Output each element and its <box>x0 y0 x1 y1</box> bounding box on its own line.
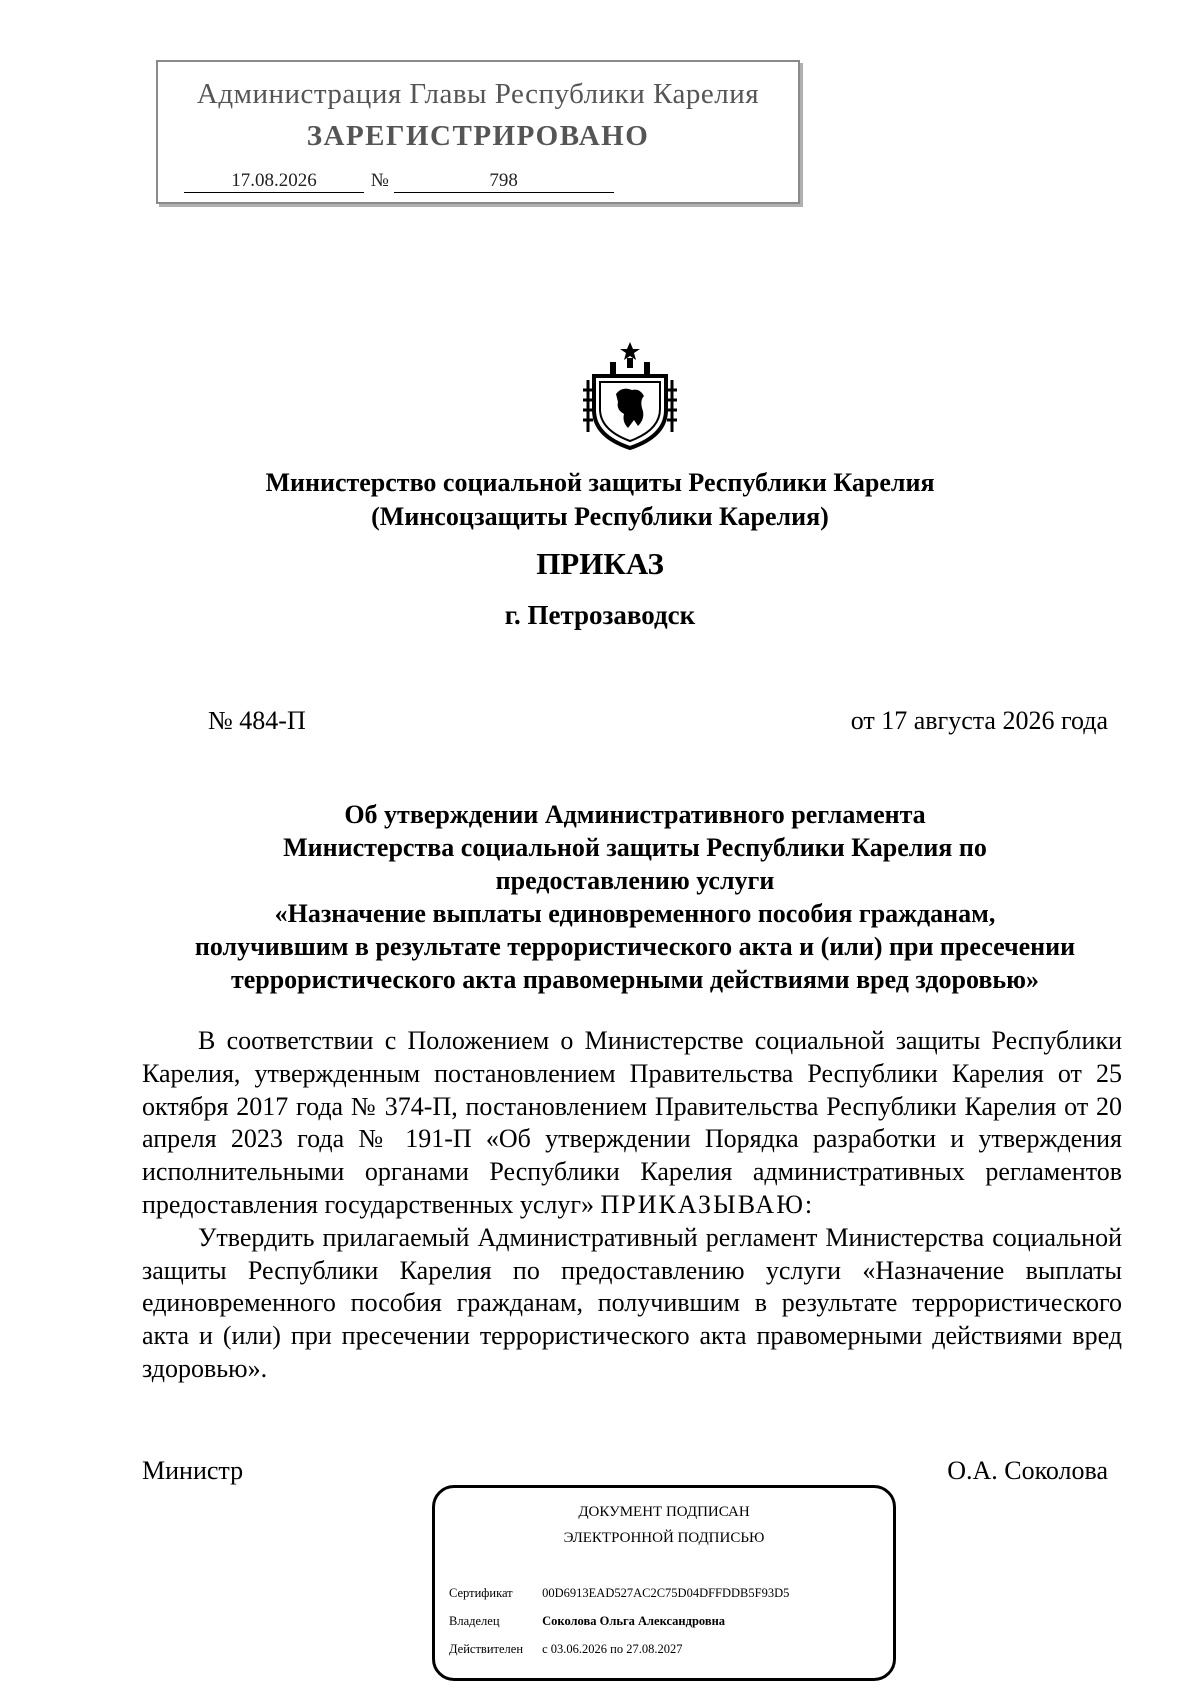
title-line: Министерства социальной защиты Республики Карелия по <box>283 833 987 862</box>
registration-status: ЗАРЕГИСТРИРОВАНО <box>306 120 650 152</box>
body-paragraph: Утвердить прилагаемый Административный регламент Министерства социальной защиты Республики Карелия по предоставлению услуги «Назначение выплаты единовременного пособия гражданам, получившим в результате террористического акта и (или) при пресечении террористического акта правомерными действиями вред здоровью». <box>142 1222 1122 1383</box>
ministry-name-block <box>0 466 1200 534</box>
esig-heading: ЭЛЕКТРОННОЙ ПОДПИСЬЮ <box>563 1530 765 1546</box>
ministry-full-name: Министерство социальной защиты Республики Карелия <box>265 468 935 497</box>
signer-name: О.А. Соколова <box>947 1456 1108 1485</box>
title-line: получившим в результате террористического акта и (или) при пресечении <box>194 932 1076 961</box>
esig-validity: с 03.06.2026 по 27.08.2027 <box>542 1642 683 1656</box>
document-type: ПРИКАЗ <box>536 546 664 581</box>
title-line: предоставлению услуги <box>495 866 775 895</box>
order-date: от 17 августа 2026 года <box>850 706 1108 735</box>
preamble-text: В соответствии с Положением о Министерстве социальной защиты Республики Карелия, утвержденным постановлением Правительства Республики Карелия от 25 октября 2017 года № 374-П, постановлением Правительства Республики Карелия от 20 апреля 2023 года № 191-П «Об утверждении Порядка разработки и утверждения исполнительными органами Республики Карелия административных регламентов предоставления государственных услуг» <box>142 1026 1122 1219</box>
ministry-short-name: (Минсоцзащиты Республики Карелия) <box>371 502 829 531</box>
registration-authority: Администрация Главы Республики Карелия <box>196 78 760 110</box>
body-paragraph <box>142 1025 1122 1222</box>
coat-of-arms-icon <box>582 340 678 450</box>
title-line: террористического акта правомерными действиями вред здоровью» <box>230 965 1040 994</box>
esig-certificate: 00D6913EAD527AC2C75D04DFFDDB5F93D5 <box>542 1586 790 1600</box>
electronic-signature-stamp <box>432 1485 896 1681</box>
registration-details <box>184 170 614 193</box>
signer-position: Министр <box>142 1456 244 1485</box>
title-line: «Назначение выплаты единовременного пособия гражданам, <box>274 899 996 928</box>
city: г. Петрозаводск <box>504 600 696 630</box>
esig-label: Действителен <box>449 1642 524 1656</box>
title-line: Об утверждении Административного регламента <box>344 800 926 829</box>
document-title <box>140 798 1130 996</box>
order-word: ПРИКАЗЫВАЮ: <box>600 1189 815 1219</box>
esig-label: Сертификат <box>449 1586 513 1600</box>
esig-validity-row <box>449 1642 683 1657</box>
document-body <box>142 1025 1122 1386</box>
registration-stamp <box>156 60 800 204</box>
esig-heading: ДОКУМЕНТ ПОДПИСАН <box>578 1504 750 1520</box>
order-number: № 484-П <box>208 706 306 735</box>
registration-number: 798 <box>394 170 614 193</box>
esig-owner-row <box>449 1614 725 1629</box>
esig-label: Владелец <box>449 1614 500 1628</box>
esig-owner: Соколова Ольга Александровна <box>542 1614 726 1628</box>
registration-number-label: № <box>370 170 389 191</box>
esig-certificate-row <box>449 1586 789 1601</box>
registration-date: 17.08.2026 <box>184 170 364 193</box>
